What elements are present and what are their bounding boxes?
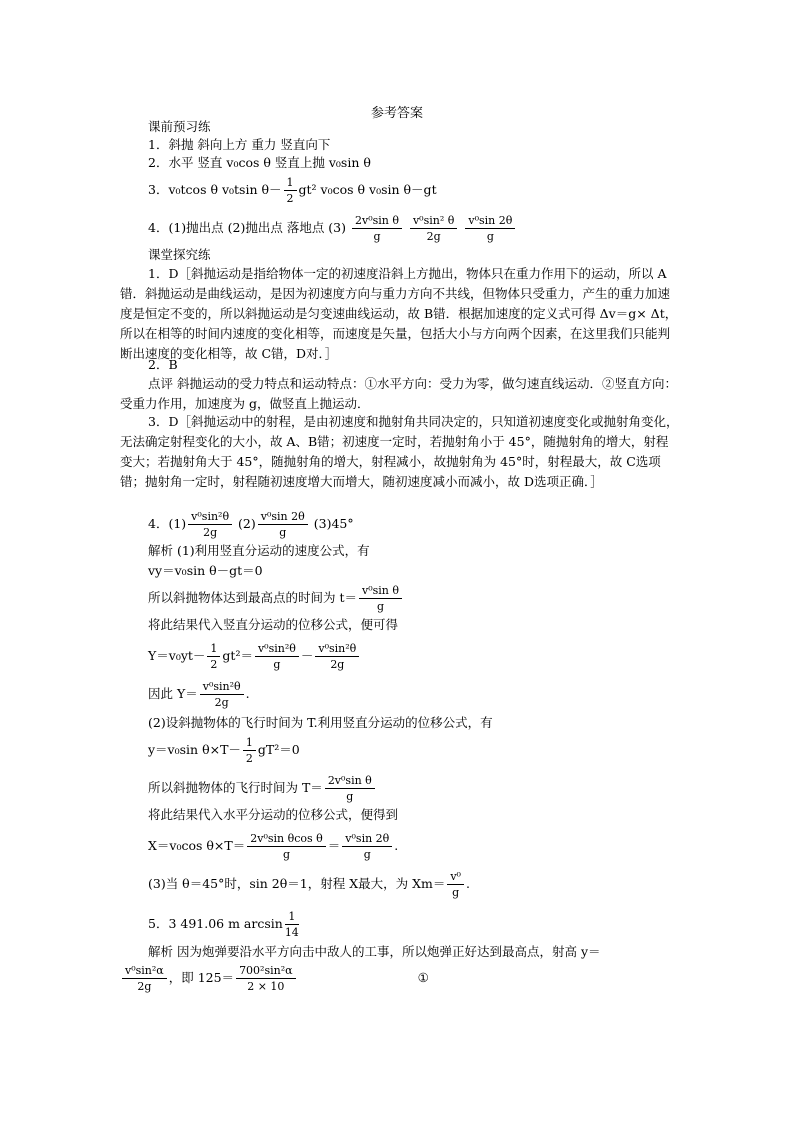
answer-paragraph-1: 1．D［斜抛运动是指给物体一定的初速度沿斜上方抛出，物体只在重力作用下的运动，所以 A错．斜抛运动是曲线运动，是因为初速度方向与重力方向不共线，但物体只受重力，产生的重力加速度是恒定不变的，所以斜抛运动是匀变速曲线运动，故 B错．根据加速度的定义式可得 Δv＝g× Δt，所以在相等的时间内速度的变化相等，而速度是矢量，包括大小与方向两个因素，在这里我们只能判断出速度的变化相等，故 C错，D对．］ [120, 266, 678, 361]
answer-4-class: 4．(1) $\frac{\text{v⁰sin²θ}}{2g}$ (2) $\frac{\text{v⁰sin 2θ}}{g}$ (3)45° [148, 510, 354, 539]
answer-5: 5．3 491.06 m arcsin $\frac{1}{14}$ [148, 910, 299, 939]
answer-4: 4．(1)抛出点 (2)抛出点 落地点 (3) $\frac{\text{2v⁰sin θ}}{g}$ $\frac{\text{v⁰sin² θ}}{2g}$ $\frac{\text{v⁰sin 2θ}}{g}$ [148, 214, 517, 243]
fraction: $\frac{1}{2}$ [284, 176, 297, 205]
solution-line: vy＝v₀sin θ－gt＝0 [148, 563, 263, 578]
solution-line: Y＝v₀yt－ $\frac{1}{2}$ gt²＝ $\frac{\text{v⁰sin²θ}}{g}$ － $\frac{\text{v⁰sin²θ}}{2g}$ [148, 642, 361, 671]
solution-line: (3)当 θ＝45°时，sin 2θ＝1，射程 X最大，为 Xm＝ $\frac{\text{v⁰}}{g}$ . [148, 870, 470, 899]
answer-paragraph-3: 3．D［斜抛运动中的射程，是由初速度和抛射角共同决定的，只知道初速度变化或抛射角变化，无法确定射程变化的大小，故 A、B错；初速度一定时，若抛射角小于 45°，随抛射角的增大，射程变大；若抛射角大于 45°，随抛射角的增大，射程减小，故抛射角为 45°时，射程最大，故 C选项错；抛射角一定时，射程随初速度增大而增大，随初速度减小而减小，故 D选项正确．］ [120, 414, 679, 489]
answer-2: 2．水平 竖直 v₀cos θ 竖直上抛 v₀sin θ [148, 155, 371, 170]
solution-line: 将此结果代入水平分运动的位移公式，便得到 [148, 807, 399, 822]
fraction: $\frac{\text{v⁰sin 2θ}}{g}$ [258, 510, 308, 539]
answer-2-class: 2．B [148, 357, 178, 372]
solution-line: X＝v₀cos θ×T＝ $\frac{\text{2v⁰sin θcos θ}}{g}$ ＝ $\frac{\text{v⁰sin 2θ}}{g}$ . [148, 832, 399, 861]
solution-line: 所以斜抛物体的飞行时间为 T＝ $\frac{\text{2v⁰sin θ}}{g}$ [148, 774, 377, 803]
fraction: $\frac{\text{2v⁰sin θ}}{g}$ [352, 214, 402, 243]
fraction: $\frac{\text{v⁰sin θ}}{g}$ [359, 584, 402, 613]
section-heading-class: 课堂探究练 [148, 247, 211, 262]
section-heading-preview: 课前预习练 [148, 119, 211, 134]
solution-line: 将此结果代入竖直分运动的位移公式，便可得 [148, 617, 399, 632]
answer-3: 3．v₀tcos θ v₀tsin θ－ $\frac{1}{2}$ gt² v₀cos θ v₀sin θ－gt [148, 176, 437, 205]
solution-line: 所以斜抛物体达到最高点的时间为 t＝ $\frac{\text{v⁰sin θ}}{g}$ [148, 584, 404, 613]
solution-line: $\frac{\text{v⁰sin²α}}{2g}$ ，即 125＝ $\frac{\text{700²sin²α}}{2 \times 10}$ ① [120, 964, 429, 993]
solution-line: 解析 (1)利用竖直分运动的速度公式，有 [148, 543, 370, 558]
solution-line: 解析 因为炮弹要沿水平方向击中敌人的工事，所以炮弹正好达到最高点，射高 y＝ [148, 944, 601, 959]
comment-paragraph: 点评 斜抛运动的受力特点和运动特点：①水平方向：受力为零，做匀速直线运动．②竖直方向：受重力作用，加速度为 g，做竖直上抛运动． [120, 376, 677, 411]
solution-line: 因此 Y＝ $\frac{\text{v⁰sin²θ}}{2g}$ . [148, 680, 250, 709]
answer-1: 1．斜抛 斜向上方 重力 竖直向下 [148, 137, 331, 152]
solution-line: y＝v₀sin θ×T－ $\frac{1}{2}$ gT²＝0 [148, 736, 300, 765]
fraction: $\frac{\text{v⁰sin² θ}}{2g}$ [410, 214, 457, 243]
fraction: $\frac{\text{v⁰sin 2θ}}{g}$ [465, 214, 515, 243]
solution-line: (2)设斜抛物体的飞行时间为 T.利用竖直分运动的位移公式，有 [148, 715, 493, 730]
page-title: 参考答案 [370, 106, 423, 121]
fraction: $\frac{\text{v⁰sin²θ}}{2g}$ [188, 510, 232, 539]
